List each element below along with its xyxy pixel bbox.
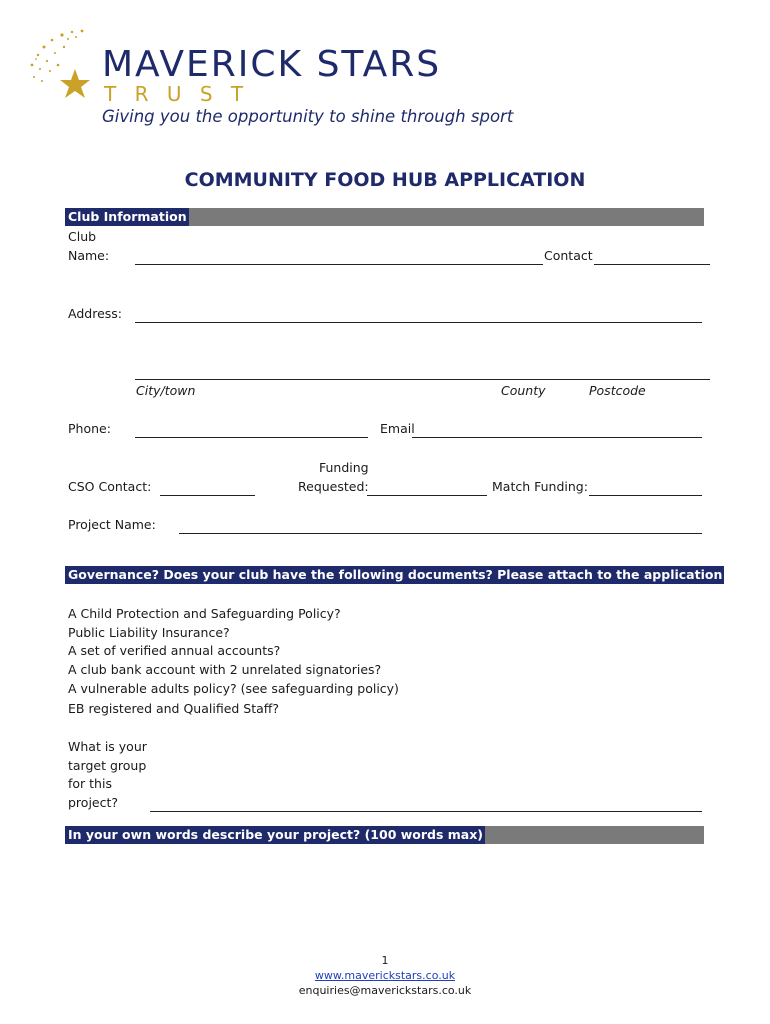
target-label-3: for this (68, 776, 112, 791)
address-field-2[interactable] (135, 379, 710, 380)
club-name-field[interactable] (135, 264, 543, 265)
funding-label-2: Requested: (298, 479, 369, 494)
city-label: City/town (136, 383, 196, 398)
governance-item: A Child Protection and Safeguarding Policy? (68, 606, 341, 621)
footer-website-link[interactable]: www.maverickstars.co.uk (314, 969, 456, 982)
target-group-field[interactable] (150, 811, 702, 812)
project-description-area[interactable] (65, 846, 704, 941)
target-label-2: target group (68, 758, 147, 773)
section-heading-describe: In your own words describe your project? (100 words max) (65, 826, 485, 844)
brand-sub: T R U S T (104, 82, 250, 106)
funding-field[interactable] (367, 495, 487, 496)
governance-item: A set of verified annual accounts? (68, 643, 281, 658)
governance-item: Public Liability Insurance? (68, 625, 230, 640)
project-name-field[interactable] (179, 533, 702, 534)
contact-label: Contact (544, 248, 593, 263)
funding-label-1: Funding (319, 460, 369, 475)
match-funding-label: Match Funding: (492, 479, 588, 494)
email-field[interactable] (412, 437, 702, 438)
page-title: COMMUNITY FOOD HUB APPLICATION (184, 169, 586, 191)
target-label-1: What is your (68, 739, 147, 754)
page-number: 1 (381, 954, 389, 967)
address-field-1[interactable] (135, 322, 702, 323)
brand-name: MAVERICK STARS (102, 44, 442, 85)
cso-label: CSO Contact: (68, 479, 152, 494)
email-label: Email (380, 421, 415, 436)
project-name-label: Project Name: (68, 517, 156, 532)
match-funding-field[interactable] (589, 495, 702, 496)
club-label-2: Name: (68, 248, 110, 263)
section-heading-governance: Governance? Does your club have the following documents? Please attach to the application (65, 566, 724, 584)
phone-label: Phone: (68, 421, 111, 436)
governance-item: A club bank account with 2 unrelated signatories? (68, 662, 382, 677)
section-bar-governance (65, 566, 723, 584)
section-bar-describe (65, 826, 704, 844)
county-label: County (501, 383, 546, 398)
footer-email: enquiries@maverickstars.co.uk (298, 984, 472, 997)
address-label: Address: (68, 306, 122, 321)
cso-field[interactable] (160, 495, 255, 496)
section-heading-club: Club Information (65, 208, 189, 226)
contact-field[interactable] (594, 264, 710, 265)
postcode-label: Postcode (589, 383, 646, 398)
section-bar-club (65, 208, 704, 226)
phone-field[interactable] (135, 437, 368, 438)
club-label-1: Club (68, 229, 97, 244)
tagline: Giving you the opportunity to shine through sport (102, 107, 514, 126)
governance-item: EB registered and Qualified Staff? (68, 701, 280, 716)
target-label-4: project? (68, 795, 119, 810)
governance-item: A vulnerable adults policy? (see safeguarding policy) (68, 681, 399, 696)
logo (20, 25, 514, 130)
